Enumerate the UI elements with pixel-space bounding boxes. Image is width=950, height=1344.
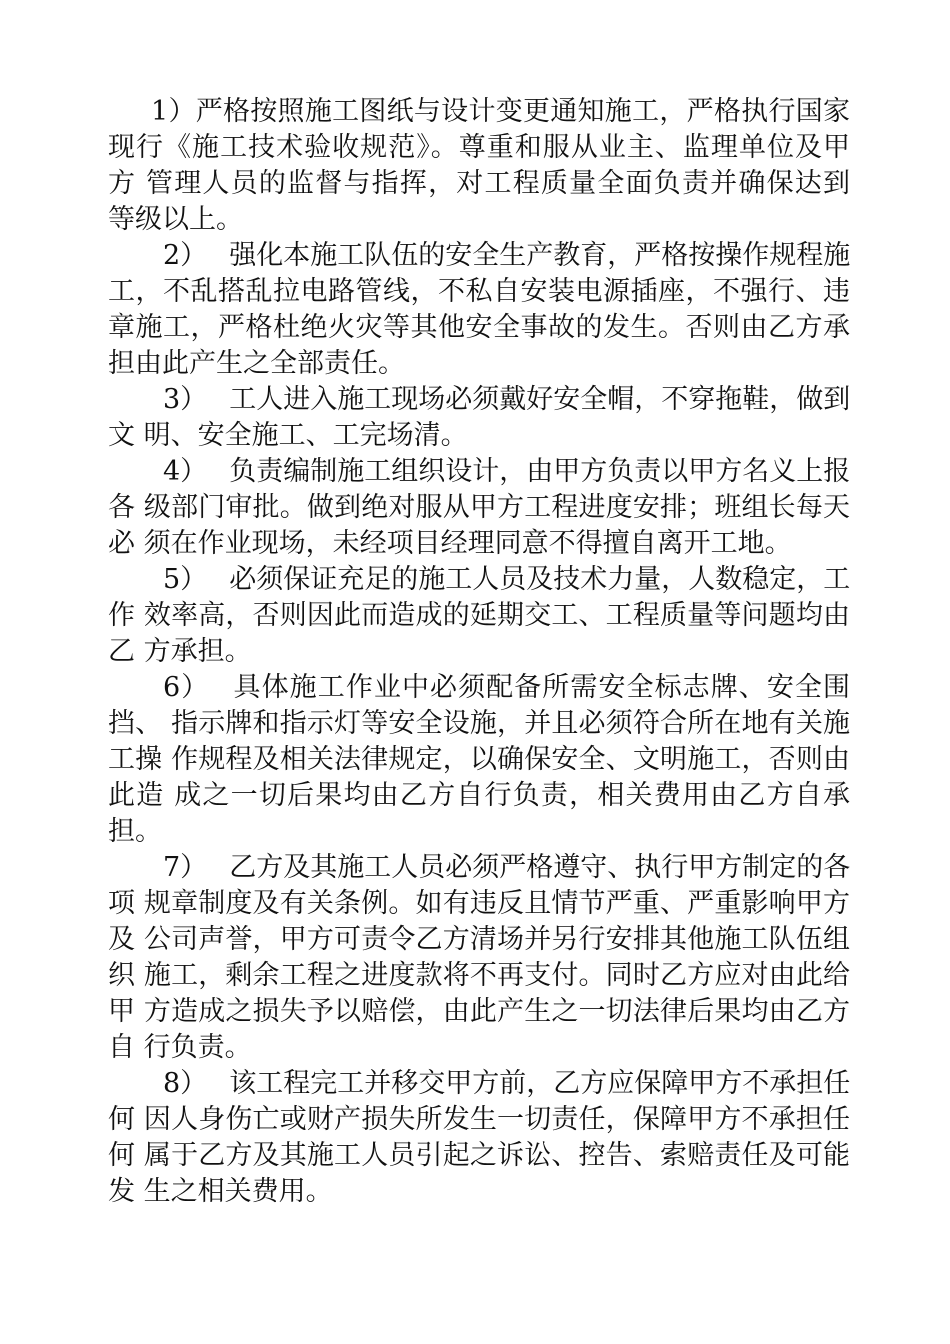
clause-3-line-1: 3） 工人进入施工现场必须戴好安全帽，不穿拖鞋，做到 <box>163 384 850 415</box>
clause-1-line-4: 等级以上。 <box>108 204 243 235</box>
clause-7-line-5: 甲 方造成之损失予以赔偿，由此产生之一切法律后果均由乙方 <box>108 996 850 1027</box>
clause-8-line-1: 8） 该工程完工并移交甲方前，乙方应保障甲方不承担任 <box>163 1068 850 1099</box>
clause-2-line-1: 2） 强化本施工队伍的安全生产教育，严格按操作规程施 <box>163 240 850 271</box>
clause-4-line-2: 各 级部门审批。做到绝对服从甲方工程进度安排；班组长每天 <box>108 492 850 523</box>
clause-1-line-3: 方 管理人员的监督与指挥，对工程质量全面负责并确保达到 <box>108 168 850 199</box>
clause-8-line-4: 发 生之相关费用。 <box>108 1176 333 1207</box>
clause-5-line-1: 5） 必须保证充足的施工人员及技术力量，人数稳定，工 <box>163 564 850 595</box>
clause-6-line-4: 此造 成之一切后果均由乙方自行负责，相关费用由乙方自承 <box>108 780 850 811</box>
clause-7-line-4: 织 施工，剩余工程之进度款将不再支付。同时乙方应对由此给 <box>108 960 850 991</box>
clause-7-line-6: 自 行负责。 <box>108 1032 252 1063</box>
clause-6-line-1: 6） 具体施工作业中必须配备所需安全标志牌、安全围 <box>163 672 850 703</box>
clause-3-line-2: 文 明、安全施工、工完场清。 <box>108 420 468 451</box>
clause-7-line-3: 及 公司声誉，甲方可责令乙方清场并另行安排其他施工队伍组 <box>108 924 850 955</box>
clause-6-line-3: 工操 作规程及相关法律规定，以确保安全、文明施工，否则由 <box>108 744 850 775</box>
clause-5-line-3: 乙 方承担。 <box>108 636 252 667</box>
clause-6-line-5: 担。 <box>108 816 162 847</box>
clause-6-line-2: 挡、 指示牌和指示灯等安全设施，并且必须符合所在地有关施 <box>108 708 850 739</box>
clause-7-line-1: 7） 乙方及其施工人员必须严格遵守、执行甲方制定的各 <box>163 852 850 883</box>
clause-2-line-3: 章施工，严格杜绝火灾等其他安全事故的发生。否则由乙方承 <box>108 312 850 343</box>
clause-8-line-2: 何 因人身伤亡或财产损失所发生一切责任，保障甲方不承担任 <box>108 1104 850 1135</box>
clause-1-line-2: 现行《施工技术验收规范》。尊重和服从业主、监理单位及甲 <box>108 132 850 163</box>
clause-5-line-2: 作 效率高，否则因此而造成的延期交工、工程质量等问题均由 <box>108 600 850 631</box>
clause-7-line-2: 项 规章制度及有关条例。如有违反且情节严重、严重影响甲方 <box>108 888 850 919</box>
clause-8-line-3: 何 属于乙方及其施工人员引起之诉讼、控告、索赔责任及可能 <box>108 1140 850 1171</box>
clause-4-line-1: 4） 负责编制施工组织设计，由甲方负责以甲方名义上报 <box>163 456 850 487</box>
clause-1-line-1: 1）严格按照施工图纸与设计变更通知施工，严格执行国家 <box>151 96 850 127</box>
clause-2-line-2: 工，不乱搭乱拉电路管线，不私自安装电源插座，不强行、违 <box>108 276 850 307</box>
clause-4-line-3: 必 须在作业现场，未经项目经理同意不得擅自离开工地。 <box>108 528 792 559</box>
clause-2-line-4: 担由此产生之全部责任。 <box>108 348 405 379</box>
